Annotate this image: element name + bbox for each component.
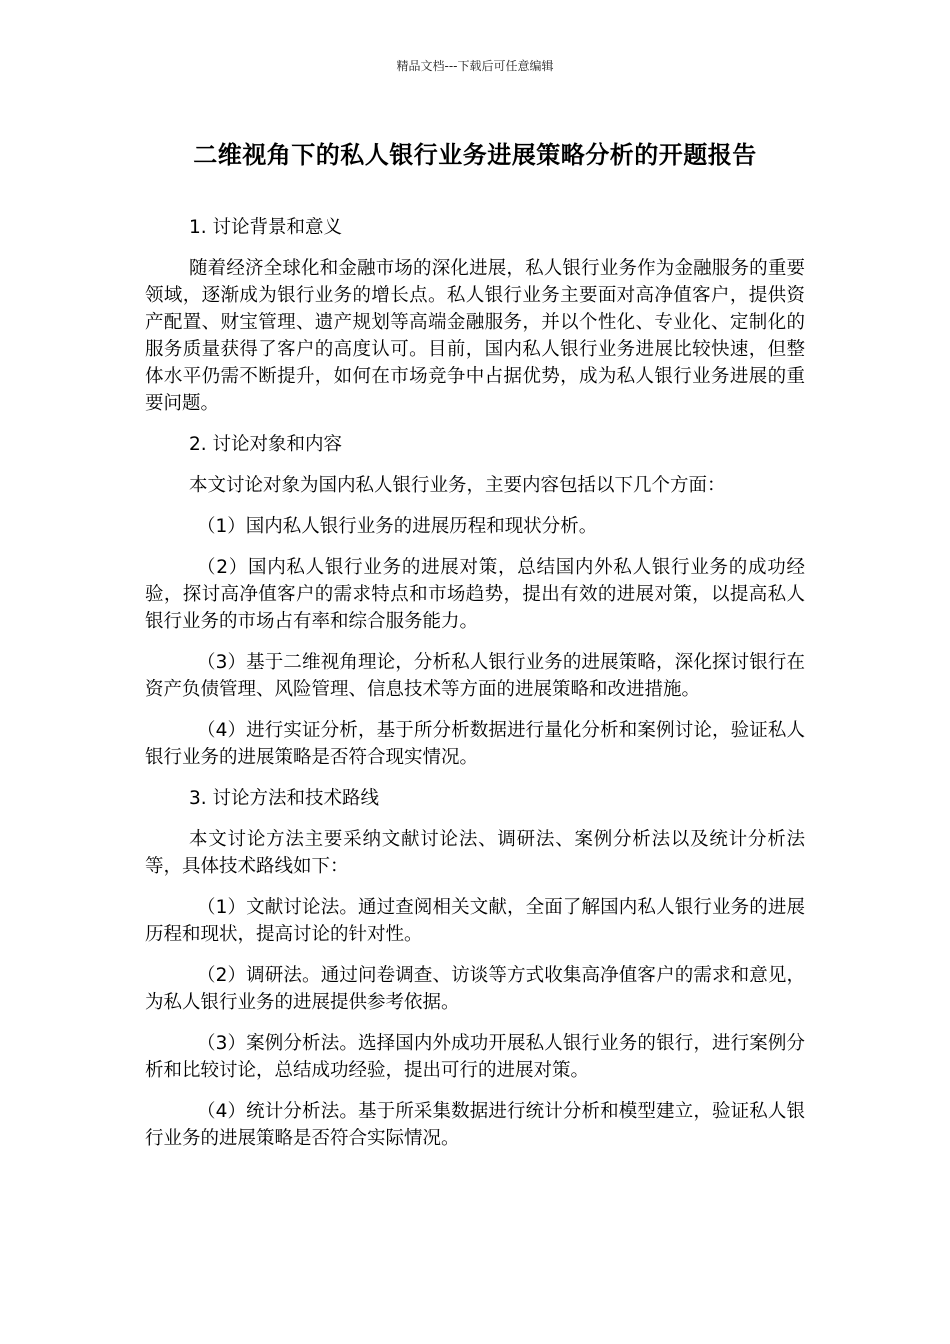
section-heading-objects: 2. 讨论对象和内容 — [189, 434, 343, 455]
document-body — [145, 214, 805, 1166]
paragraph-methods-intro: 本文讨论方法主要采纳文献讨论法、调研法、案例分析法以及统计分析法等，具体技术路线如下： — [145, 829, 805, 877]
list-item-objects-3: （3）基于二维视角理论，分析私人银行业务的进展策略，深化探讨银行在资产负债管理、风险管理、信息技术等方面的进展策略和改进措施。 — [145, 652, 805, 700]
list-item-objects-2: （2）国内私人银行业务的进展对策，总结国内外私人银行业务的成功经验，探讨高净值客户的需求特点和市场趋势，提出有效的进展对策，以提高私人银行业务的市场占有率和综合服务能力。 — [145, 557, 805, 632]
document-title: 二维视角下的私人银行业务进展策略分析的开题报告 — [193, 141, 757, 169]
paragraph-objects-intro: 本文讨论对象为国内私人银行业务，主要内容包括以下几个方面： — [189, 475, 726, 496]
list-item-objects-4: （4）进行实证分析，基于所分析数据进行量化分析和案例讨论，验证私人银行业务的进展策略是否符合现实情况。 — [145, 720, 805, 768]
list-item-methods-1: （1）文献讨论法。通过查阅相关文献，全面了解国内私人银行业务的进展历程和现状，提高讨论的针对性。 — [145, 897, 805, 945]
list-item-methods-4: （4）统计分析法。基于所采集数据进行统计分析和模型建立，验证私人银行业务的进展策略是否符合实际情况。 — [145, 1101, 805, 1149]
section-heading-methods: 3. 讨论方法和技术路线 — [189, 788, 380, 809]
list-item-methods-2: （2）调研法。通过问卷调查、访谈等方式收集高净值客户的需求和意见，为私人银行业务的进展提供参考依据。 — [145, 965, 805, 1013]
paragraph-background: 随着经济全球化和金融市场的深化进展，私人银行业务作为金融服务的重要领域，逐渐成为银行业务的增长点。私人银行业务主要面对高净值客户，提供资产配置、财宝管理、遗产规划等高端金融服务，并以个性化、专业化、定制化的服务质量获得了客户的高度认可。目前，国内私人银行业务进展比较快速，但整体水平仍需不断提升，如何在市场竞争中占据优势，成为私人银行业务进展的重要问题。 — [145, 258, 805, 414]
page-header: 精品文档---下载后可任意编辑 — [396, 59, 554, 73]
list-item-objects-1: （1）国内私人银行业务的进展历程和现状分析。 — [197, 516, 598, 537]
section-heading-background: 1. 讨论背景和意义 — [189, 217, 343, 238]
list-item-methods-3: （3）案例分析法。选择国内外成功开展私人银行业务的银行，进行案例分析和比较讨论，总结成功经验，提出可行的进展对策。 — [145, 1033, 805, 1081]
